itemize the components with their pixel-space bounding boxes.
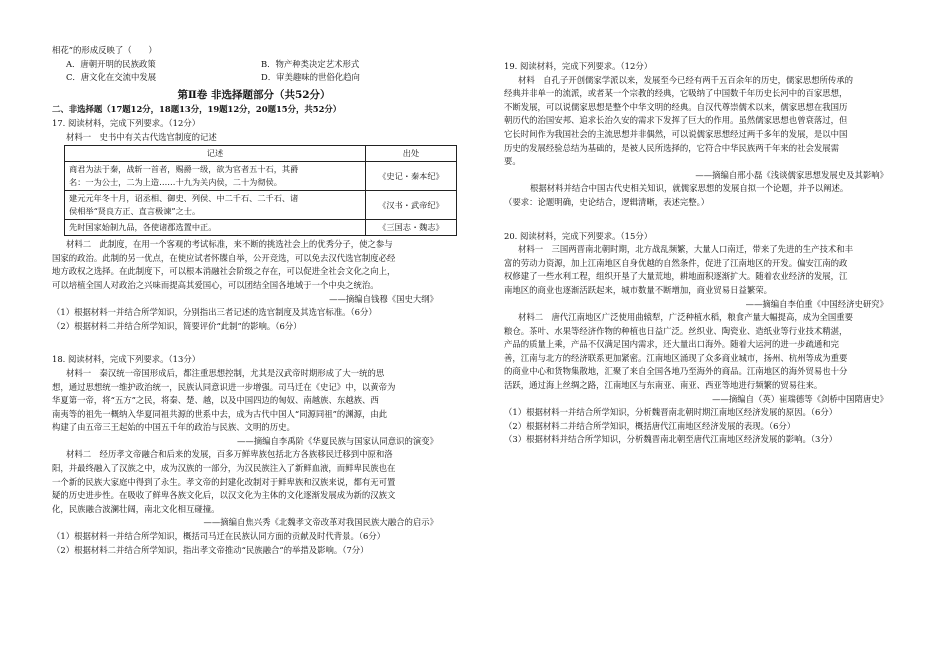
q19-task-line: （要求：论题明确，史论结合，逻辑清晰，表述完整。） bbox=[504, 196, 710, 207]
section-heading: 二、非选择题（17题12分，18题13分，19题12分，20题15分，共52分） bbox=[52, 104, 342, 115]
q17-material2-line: 国家的政治。此制的另一优点，在使应试者怀牒自举，公开竞选，可以免去汉代选官制度必经 bbox=[52, 252, 396, 263]
options-row-2 bbox=[52, 71, 456, 85]
q18-material2-line: 阳，并最终融入了汉族之中，成为汉族的一部分，为汉民族注入了新鲜血液，而鲜卑民族也在 bbox=[52, 463, 396, 474]
table-header-row bbox=[65, 146, 457, 162]
q18-material1-line: 材料一 秦汉统一帝国形成后，都注重思想控制，尤其是汉武帝时期形成了大一统的思 bbox=[66, 367, 385, 378]
q20-material1-line: 南地区的商业也逐渐活跃起来，城市数量不断增加，商业贸易日益繁荣。 bbox=[504, 284, 772, 295]
q20-material2-line: 粮仓。茶叶、水果等经济作物的种植也日益广泛。丝织业、陶瓷业、造纸业等行业技术精湛， bbox=[504, 325, 848, 336]
q17-material2-line: 地方政权之选择。在此制度下，可以根本消融社会阶级之存在，可以促进全社会文化之向上， bbox=[52, 266, 396, 277]
q20-material2-line: 材料二 唐代江南地区广泛使用曲辕犁，广泛种植水稻，粮食产量大幅提高，成为全国重要 bbox=[518, 312, 853, 323]
q18-question-2: （2）根据材料二并结合所学知识，指出孝文帝推动“民族融合”的举措及影响。（7分） bbox=[52, 544, 369, 555]
table-row bbox=[65, 162, 457, 191]
q17-question-2: （2）根据材料二并结合所学知识，简要评价“此制”的影响。（6分） bbox=[52, 320, 302, 331]
table-row bbox=[65, 220, 457, 236]
q18-material1-line: 想，通过思想统一维护政治统一，民族认同意识进一步增强。司马迁在《史记》中，以黄帝为 bbox=[52, 381, 396, 392]
q17-question-1: （1）根据材料一并结合所学知识，分别指出三者记述的选官制度及其选官标准。（6分） bbox=[52, 307, 377, 318]
table-cell-line: 商君为法于秦，战斩一首者，赐爵一级，欲为官者五十石，其爵 bbox=[69, 164, 299, 175]
q19-material-line: 朝历代的治国安邦、追求长治久安的需求下发挥了巨大的作用。虽然儒家思想也曾衰落过，但 bbox=[504, 115, 848, 126]
table-header-record: 记述 bbox=[65, 146, 366, 162]
q20-material1-source: ——摘编自李伯重《中国经济史研究》 bbox=[745, 298, 888, 309]
q20-intro: 20. 阅读材料，完成下列要求。（15分） bbox=[504, 230, 653, 241]
q20-material2-line: 产品的质量上乘，产品不仅满足国内需求，还大量出口海外。随着大运河的进一步疏通和完 bbox=[504, 339, 839, 350]
option-d: D．审美趣味的世俗化趋向 bbox=[261, 72, 360, 83]
q18-material2-line: 一个新的民族大家庭中得到了永生。孝文帝的封建化改制对于鲜卑族和汉族来说，都有无可置 bbox=[52, 476, 396, 487]
options-row-1 bbox=[52, 58, 456, 72]
table-cell-source: 《汉书・武帝纪》 bbox=[366, 191, 457, 220]
q17-material2-line: 可以培植全国人对政治之兴味而提高其爱国心，可以团结全国各地域于一个中央之统治。 bbox=[52, 279, 379, 290]
q18-intro: 18. 阅读材料，完成下列要求。（13分） bbox=[52, 354, 201, 365]
q19-material-line: 要。 bbox=[504, 156, 521, 167]
q19-material-line: 不断发展，可以说儒家思想是整个中华文明的经典。自汉代尊崇儒术以来，儒家思想在我国历 bbox=[504, 101, 848, 112]
q19-material-source: ——摘编自邢小磊《浅谈儒家思想发展史及其影响》 bbox=[695, 169, 888, 180]
left-column bbox=[52, 44, 456, 557]
q18-material1-line: 构建了由五帝三王起始的中国五千年的政治与民族、文明的历史。 bbox=[52, 422, 295, 433]
q19-intro: 19. 阅读材料，完成下列要求。（12分） bbox=[504, 61, 653, 71]
q18-material2-line: 疑的历史进步性。在吸收了鲜卑各族文化后，以汉文化为主体的文化逐渐发展成为新的汉族文 bbox=[52, 490, 396, 501]
q20-material2-line: 活跃，通过海上丝绸之路，江南地区与东南亚、南亚、西亚等地进行频繁的贸易往来。 bbox=[504, 380, 823, 391]
q20-question-1: （1）根据材料一并结合所学知识，分析魏晋南北朝时期江南地区经济发展的原因。（6分） bbox=[504, 407, 838, 418]
q19-material-line: 历史的发展经验总结为基础的，是被人民所选择的，它符合中华民族两千年来的社会发展需 bbox=[504, 142, 839, 153]
q18-question-1: （1）根据材料一并结合所学知识，概括司马迁在民族认同方面的贡献及时代背景。（6分） bbox=[52, 531, 386, 542]
q20-material1-line: 材料一 三国两晋南北朝时期，北方战乱频繁，大量人口南迁，带来了先进的生产技术和丰 bbox=[518, 244, 853, 255]
q19-material-line: 经典并非单一的流派，或者某一个宗教的经典，它吸纳了中国数千年历史长河中的百家思想， bbox=[504, 88, 848, 99]
table-cell-line: 先时国家始制九品，各使诸郡选置中正。 bbox=[69, 222, 217, 233]
table-header-source: 出处 bbox=[366, 146, 457, 162]
q19-material-line: 材料 自孔子开创儒家学派以来，发展至今已经有两千五百余年的历史，儒家思想所传承的 bbox=[518, 74, 853, 85]
table-cell-text bbox=[65, 162, 366, 191]
option-b: B．物产种类决定艺术形式 bbox=[261, 58, 360, 69]
q18-material2-line: 材料二 经历孝文帝融合和后来的发展，百多万鲜卑族包括北方各族移民迁移到中原和洛 bbox=[66, 449, 393, 460]
q17-material1-label: 材料一 史书中有关古代选官制度的记述 bbox=[66, 131, 217, 142]
q17-material2-line: 材料二 此制度，在用一个客观的考试标准，来不断的挑选社会上的优秀分子，使之参与 bbox=[66, 239, 393, 250]
right-column bbox=[504, 60, 906, 447]
question-16-stem: 相花”的形成反映了（ ） bbox=[52, 45, 157, 55]
table-cell-text bbox=[65, 220, 366, 236]
option-c: C．唐文化在交流中发展 bbox=[66, 72, 157, 83]
q19-task-line: 根据材料并结合中国古代史相关知识，就儒家思想的发展自拟一个论题，并予以阐述。 bbox=[530, 183, 849, 194]
q18-material2-line: 化，民族融合波澜壮阔，南北文化相互碰撞。 bbox=[52, 503, 220, 514]
q20-material1-line: 富的劳动力资源，加上江南地区自身优越的自然条件，促进了江南地区的开发。偏安江南的政 bbox=[504, 257, 848, 268]
q17-material2-source: ——摘编自钱穆《国史大纲》 bbox=[329, 293, 438, 304]
table-cell-line: 侯相举“贤良方正、直言极谏”之士。 bbox=[69, 206, 201, 217]
q20-question-3: （3）根据材料并结合所学知识，分析魏晋南北朝至唐代江南地区经济发展的影响。（3分） bbox=[504, 434, 838, 445]
q20-material2-source: ——摘编自（英）崔瑞德等《剑桥中国隋唐史》 bbox=[712, 393, 888, 404]
table-cell-line: 名：一为公士，二为上造……十九为关内侯，二十为彻侯。 bbox=[69, 177, 282, 188]
q18-material1-line: 南夷等的祖先一概纳入华夏同祖共源的世系中去，成为古代中国人“同源同祖”的渊源，由此 bbox=[52, 408, 388, 419]
q20-material2-line: 善，江南与北方的经济联系更加紧密。江南地区涌现了众多商业城市，扬州、杭州等成为重要 bbox=[504, 352, 848, 363]
q18-material2-source: ——摘编自焦兴秀《北魏孝文帝改革对我国民族大融合的启示》 bbox=[203, 517, 438, 528]
q18-material1-source: ——摘编自李禹阶《华夏民族与国家认同意识的演变》 bbox=[237, 435, 438, 446]
q20-question-2: （2）根据材料二并结合所学知识，概括唐代江南地区经济发展的表现。（6分） bbox=[504, 420, 796, 431]
q17-intro: 17. 阅读材料，完成下列要求。（12分） bbox=[52, 117, 201, 128]
q20-material1-line: 权修建了一些水利工程，组织开垦了大量荒地，耕地面积逐渐扩大。随着农业经济的发展，江 bbox=[504, 271, 848, 282]
table-cell-source: 《三国志・魏志》 bbox=[366, 220, 457, 236]
option-a: A．唐朝开明的民族政策 bbox=[66, 58, 156, 69]
q17-table bbox=[64, 145, 457, 236]
section-title: 第Ⅱ卷 非选择题部分（共52分） bbox=[177, 88, 331, 101]
q20-material2-line: 的商业中心和货物集散地，汇聚了来自全国各地乃至海外的商品。江南地区的海外贸易也十分 bbox=[504, 366, 848, 377]
q18-material1-line: 华夏第一帝，将“五方”之民，将秦、楚、越，以及中国四边的匈奴、南越族、东越族、西 bbox=[52, 395, 379, 406]
table-cell-text bbox=[65, 191, 366, 220]
table-cell-source: 《史记・秦本纪》 bbox=[366, 162, 457, 191]
table-cell-line: 建元元年冬十月，诏丞相、御史、列侯、中二千石、二千石、诸 bbox=[69, 193, 299, 204]
table-row bbox=[65, 191, 457, 220]
q19-material-line: 它长时间作为我国社会的主流思想并非偶然，可以说儒家思想经过两千多年的发展，是以中国 bbox=[504, 128, 848, 139]
